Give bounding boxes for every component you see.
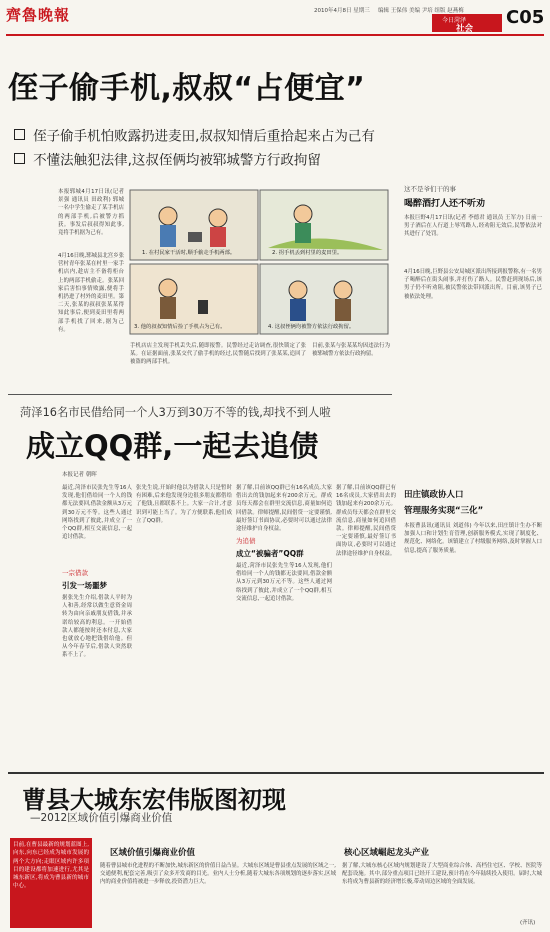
date-line: 2010年4月8日 星期三 [314, 8, 370, 14]
comic-caption-3: 3. 他的叔叔知情后捡了手机占为己有。 [134, 324, 226, 330]
story2-top-rule [8, 394, 392, 395]
story2-col-1b: 据张先生介绍,借款人平时为人和善,经常以做生意资金周转为由向亲戚朋友借钱,并承诺给较高的利息。一开始借款人都能按时还本付息,大家也就放心地把钱借给他。但从今年春节后,借款人突然联系不上了。 [62, 595, 132, 659]
checkbox-icon [14, 153, 25, 164]
deck-text-1: 侄子偷手机怕败露扔进麦田,叔叔知情后重拾起来占为己有 [33, 128, 375, 145]
comic-strip [128, 188, 390, 338]
story2-col-2: 张先生说,开始时他以为借款人只是暂时有困难,后来他发现身边很多朋友都借给了他钱,且都联系不上。大家一合计,才意识到可能上当了。为了方便联系,他们成立了QQ群。 [136, 485, 232, 524]
comic-caption-1: 1. 在村民家干活时,顺手偷走手机两部。 [142, 250, 236, 256]
story3-end-mark: (齐讯) [520, 920, 536, 926]
story2-byline: 本报记者 朝晖 [62, 472, 97, 478]
sidebar1-dateline: 本报巨野4月17日讯(记者 李德君 通讯员 王军方) 日前一男子酒后在人行道上辱骂路人,经劝阻无效后,民警依法对其进行了处罚。 [404, 215, 542, 238]
story3-top-rule [8, 772, 544, 774]
sidebar1-kicker: 这不是爷们干的事 [404, 185, 456, 193]
story1-deck-2 [14, 148, 321, 169]
story1-dateline: 本报郓城4月17日讯(记者 景强 通讯员 田政利) 郓城一名中学生偷走了某手机店的两部手机,后被警方抓获。事发后叔叔得知此事,竟将手机据为己有。 [58, 189, 124, 237]
story3-col2-body: 据了解,大城东核心区域内规划建设了大型商业综合体、高档住宅区、学校、医院等配套设施。其中,部分重点项目已经开工建设,预计将在今年陆续投入使用。届时,大城东将成为曹县新的经济增长极,带动周边区域的全面发展。 [342, 863, 542, 886]
story3-col1-title: 区域价值引爆商业价值 [110, 848, 196, 858]
story3-subtitle: —2012区域价值引爆商业价值 [30, 812, 173, 824]
story3-sidebar-text: 目前,在曹县最新的规划蓝图上,向东,向东已经成为城市发展的两个大方向;走眼区域内许多项目的建设都将加速进行,尤其是城东新区,将成为曹县新的城市中心。 [13, 842, 89, 890]
sidebar1-headline: 喝醉酒打人还不听劝 [404, 199, 486, 209]
newspaper-logo: 齊魯晚報 [6, 6, 71, 24]
comic-caption-2: 2. 拐手机丢到村里的麦田里。 [272, 250, 343, 256]
story2-col-3b: 最近,菏泽市民张先生等16人发现,他们借给同一个人的钱都无法要回,借款金额从3万元到30万元不等。这些人通过网络找到了彼此,并成立了一个QQ群,相互交流信息,一起追讨借款。 [236, 563, 332, 602]
page-banner [432, 14, 502, 32]
story2-subhead-2: 为追债 [236, 537, 256, 545]
story3-sidebar-box [10, 838, 92, 928]
story2-col-4: 据了解,目前该QQ群已有16名成员,大家借出去的钱加起来有200余万元。群成员每天都会在群里交流信息,商量如何追回借款。律师提醒,民间借贷一定要谨慎,最好签订书面协议,必要时可以通过法律途径维护自身权益。 [336, 485, 396, 557]
sidebar1-body: 4月16日晚,巨野县公安局城区派出所接到报警称,有一名男子喝醉后在街头闹事,并打伤了路人。民警赶到现场后,该男子仍不听劝阻,被民警依法带回派出所。目前,该男子已被依法处理。 [404, 269, 542, 300]
banner-label: 今日菏泽 [442, 17, 467, 24]
story2-col-1a: 最近,菏泽市民张先生等16人发现,他们借给同一个人的钱都无法要回,借款金额从3万元到30万元不等。这些人通过网络找到了彼此,并成立了一个QQ群,相互交流信息,一起追讨借款。 [62, 485, 132, 541]
story2-subhead-1: 一宗借款 [62, 569, 88, 577]
story3-col2-title: 核心区域崛起龙头产业 [344, 848, 430, 858]
story1-body-b: 手机店店主发现手机丢失后,随即报警。民警经过走访调查,很快锁定了张某。在证据面前,张某交代了偷手机的经过,民警随后找到了张某某,追回了被盗的两部手机。 [130, 343, 306, 366]
story2-subhead-1b: 引发一场噩梦 [62, 581, 107, 590]
masthead-rule [6, 34, 544, 36]
story3-col1-body: 随着曹县城市化进程的不断加快,城东新区的价值日益凸显。大城东区域是曹县重点发展的区域之一,交通便利,配套完善,吸引了众多开发商的目光。业内人士分析,随着大城东各项规划的逐步落实,区域内的商业价值将被进一步释放,投资潜力巨大。 [100, 863, 336, 886]
story1-headline: 侄子偷手机,叔叔“占便宜” [8, 71, 366, 106]
checkbox-icon [14, 129, 25, 140]
comic-panels [128, 188, 390, 338]
sidebar1-body-2: 本报曹县讯(通讯员 刘道伟) 今年以来,田庄镇计生办不断加强人口和计划生育管理,创新服务模式,实现了制度化、规范化、网络化。该镇建立了村级服务网络,及时掌握人口信息,提高了服务质量。 [404, 523, 542, 554]
story2-pre-head: 菏泽16名市民借给同一个人3万到30万不等的钱,却找不到人啦 [20, 406, 331, 419]
section-name: 社会 [456, 24, 474, 34]
comic-caption-4: 4. 这叔侄俩均被警方依法行政拘留。 [268, 324, 355, 330]
story2-headline: 成立QQ群,一起去追债 [26, 429, 319, 463]
story1-body-c: 目前,张某与张某某均因违法行为被郓城警方依法行政拘留。 [312, 343, 390, 358]
editor-line: 编辑 王保伟 美编 尹培 组版 赵燕梅 [378, 8, 464, 14]
masthead [0, 0, 550, 38]
story3-headline: 曹县大城东宏伟版图初现 [22, 786, 286, 814]
story2-col-3a: 据了解,目前该QQ群已有16名成员,大家借出去的钱加起来有200余万元。群成员每天都会在群里交流信息,商量如何追回借款。律师提醒,民间借贷一定要谨慎,最好签订书面协议,必要时可以通过法律途径维护自身权益。 [236, 485, 332, 533]
page-number: C05 [506, 7, 545, 28]
story2-subhead-2b: 成立“被骗者”QQ群 [236, 549, 304, 558]
deck-text-2: 不懂法触犯法律,这叔侄俩均被郓城警方行政拘留 [33, 152, 321, 169]
sidebar1-headline-2: 管理服务实现“三化” [404, 506, 484, 516]
story1-deck-1 [14, 124, 375, 145]
sidebar1-kicker-2: 田庄镇政协人口 [404, 490, 464, 500]
sidebar1 [396, 184, 544, 560]
story1-body-a: 4月16日晚,郓城县北宫乡张营村青年张某在村里一家手机店内,趁店主不备将柜台上的两部手机偷走。张某回家后害怕事情败露,便将手机扔进了村外的麦田里。第二天,张某的叔叔张某某得知此事后,便到麦田里将两部手机找了回来,据为己有。 [58, 253, 124, 333]
